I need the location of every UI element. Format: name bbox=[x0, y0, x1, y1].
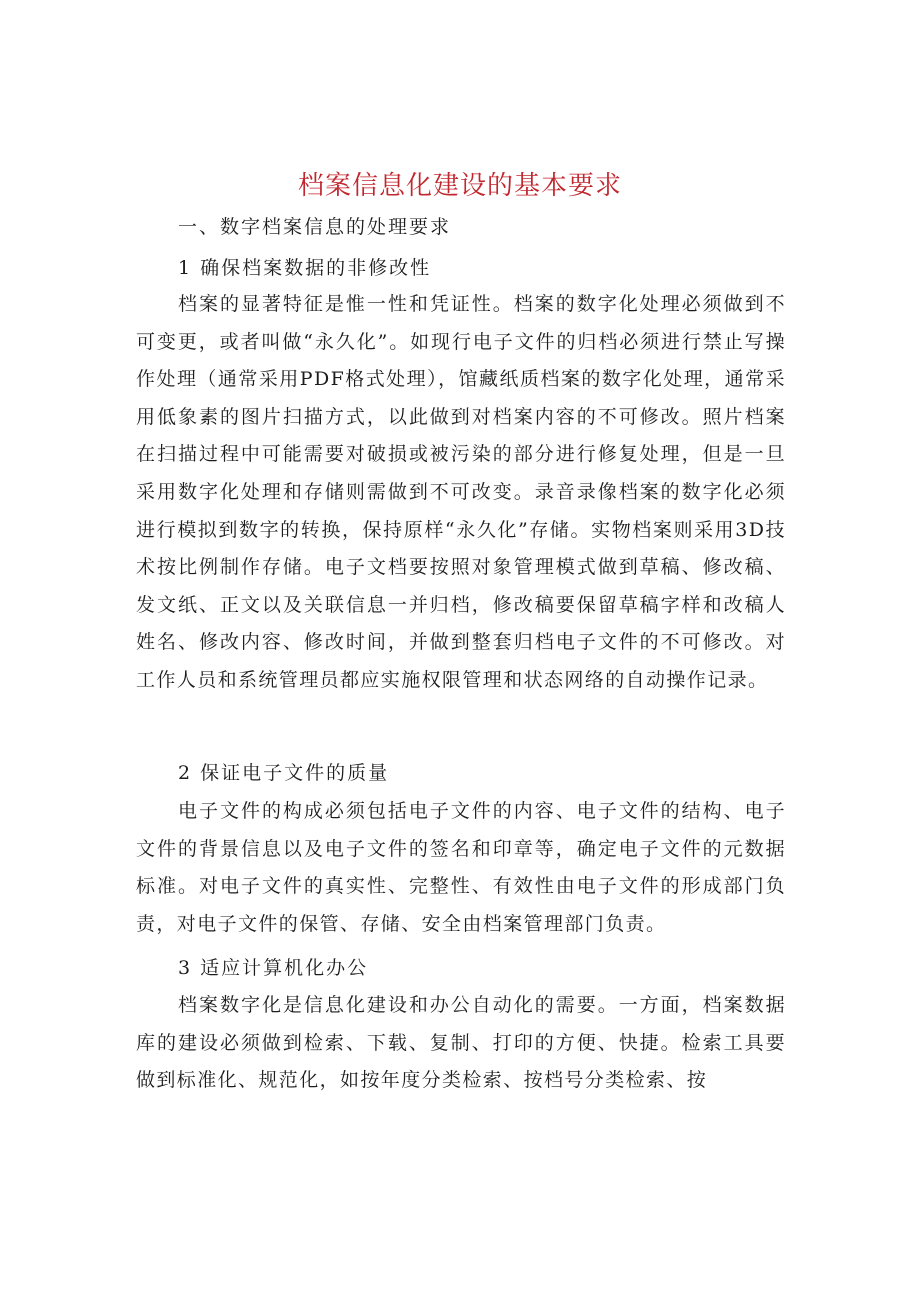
document-title: 档案信息化建设的基本要求 bbox=[297, 171, 622, 201]
subsection-heading-2: 2 保证电子文件的质量 bbox=[178, 762, 390, 784]
paragraph-3: 档案数字化是信息化建设和办公自动化的需要。一方面，档案数据库的建设必须做到检索、下载、复制、打印的方便、快捷。检索工具要做到标准化、规范化，如按年度分类检索、按档号分类检索、按 bbox=[136, 994, 786, 1092]
subsection-heading-1: 1 确保档案数据的非修改性 bbox=[178, 257, 432, 279]
paragraph-1: 档案的显著特征是惟一性和凭证性。档案的数字化处理必须做到不可变更，或者叫做“永久化”。如现行电子文件的归档必须进行禁止写操作处理（通常采用PDF格式处理），馆藏纸质档案的数字化处理，通常采用低象素的图片扫描方式，以此做到对档案内容的不可修改。照片档案在扫描过程中可能需要对破损或被污染的部分进行修复处理，但是一旦采用数字化处理和存储则需做到不可改变。录音录像档案的数字化必须进行模拟到数字的转换，保持原样“永久化”存储。实物档案则采用3D技术按比例制作存储。电子文档要按照对象管理模式做到草稿、修改稿、发文纸、正文以及关联信息一并归档，修改稿要保留草稿字样和改稿人姓名、修改内容、修改时间，并做到整套归档电子文件的不可修改。对工作人员和系统管理员都应实施权限管理和状态网络的自动操作记录。 bbox=[136, 293, 786, 691]
section-heading: 一、数字档案信息的处理要求 bbox=[178, 216, 452, 238]
paragraph-2: 电子文件的构成必须包括电子文件的内容、电子文件的结构、电子文件的背景信息以及电子文件的签名和印章等，确定电子文件的元数据标准。对电子文件的真实性、完整性、有效性由电子文件的形成部门负责，对电子文件的保管、存储、安全由档案管理部门负责。 bbox=[136, 800, 786, 935]
subsection-heading-3: 3 适应计算机化办公 bbox=[178, 957, 369, 979]
